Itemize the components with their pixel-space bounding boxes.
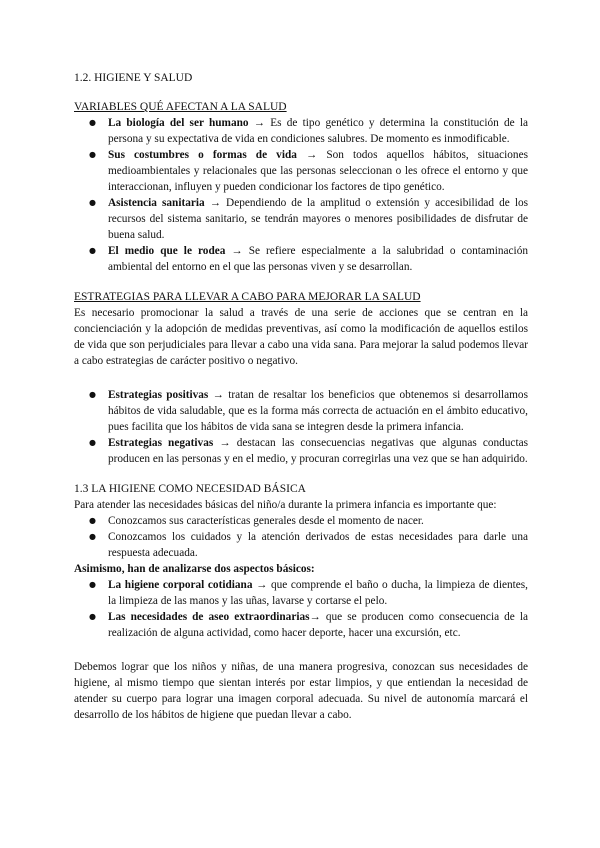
list-item-term: Asistencia sanitaria <box>108 197 205 209</box>
aspects-intro: Asimismo, han de analizarse dos aspectos básicos: <box>74 563 315 575</box>
list-item <box>74 195 528 243</box>
aspects-list <box>74 577 528 641</box>
list-item-text: → que comprende el baño o ducha, la limpieza de dientes, la limpieza de las manos y las uñas, lavarse y cortarse el pelo. <box>108 579 528 607</box>
list-item-term: Estrategias negativas <box>108 437 214 449</box>
list-item <box>74 147 528 195</box>
list-item <box>74 243 528 275</box>
variables-list <box>74 115 528 275</box>
list-item: ● Conozcamos sus características generales desde el momento de nacer. <box>74 513 528 529</box>
list-item <box>74 609 528 641</box>
list-item-term: El medio que le rodea <box>108 245 226 257</box>
list-item-term: Las necesidades de aseo extraordinarias <box>108 611 310 623</box>
list-item-text: → Dependiendo de la amplitud o extensión y accesibilidad de los recursos del sistema sanitario, se tendrán mayores o menores posibilidades de disfrutar de buena salud. <box>108 197 528 241</box>
list-item <box>74 115 528 147</box>
strategies-intro: Es necesario promocionar la salud a través de una serie de acciones que se centran en la concienciación y la adopción de medidas preventivas, así como la modificación de aquellos estilos de vida que son perjudiciales para llevar a cabo una vida sana. Para mejorar la salud podemos llevar a cabo estrategias de carácter positivo o negativo. <box>74 307 528 367</box>
list-item-term: La higiene corporal cotidiana <box>108 579 253 591</box>
variables-heading: VARIABLES QUÉ AFECTAN A LA SALUD <box>74 101 287 113</box>
list-item-text: → Se refiere especialmente a la salubridad o contaminación ambiental del entorno en el que las personas viven y se desarrollan. <box>108 245 528 273</box>
closing-paragraph: Debemos lograr que los niños y niñas, de una manera progresiva, conozcan sus necesidades de higiene, al mismo tiempo que sientan interés por estar limpios, y que entiendan la necesidad de atender su cuerpo para lograr una imagen corporal adecuada. Su nivel de autonomía marcará el desarrollo de los hábitos de higiene que puedan llevar a cabo. <box>74 661 528 721</box>
list-item-text: → que se producen como consecuencia de la realización de alguna actividad, como hacer deporte, hacer una excursión, etc. <box>108 611 528 639</box>
list-item: ● Conozcamos los cuidados y la atención derivados de estas necesidades para darle una respuesta adecuada. <box>74 529 528 561</box>
strategies-list <box>74 387 528 467</box>
list-item-term: La biología del ser humano <box>108 117 249 129</box>
needs-list <box>74 513 528 561</box>
document-body <box>74 70 528 723</box>
section-title-basic-need: 1.3 LA HIGIENE COMO NECESIDAD BÁSICA <box>74 483 306 495</box>
list-item-term: Estrategias positivas <box>108 389 209 401</box>
needs-intro: Para atender las necesidades básicas del niño/a durante la primera infancia es importante que: <box>74 499 497 511</box>
section-title-hygiene-health: 1.2. HIGIENE Y SALUD <box>74 72 193 84</box>
list-item <box>74 387 528 435</box>
list-item-term: Sus costumbres o formas de vida <box>108 149 297 161</box>
strategies-heading: ESTRATEGIAS PARA LLEVAR A CABO PARA MEJORAR LA SALUD <box>74 291 421 303</box>
list-item-text: → Es de tipo genético y determina la constitución de la persona y su expectativa de vida en condiciones salubres. De momento es inmodificable. <box>108 117 528 145</box>
list-item <box>74 435 528 467</box>
list-item <box>74 577 528 609</box>
list-item-text: → Son todos aquellos hábitos, situaciones medioambientales y relacionales que las personas seleccionan o les ofrece el entorno y que interaccionan, influyen y pueden condicionar los factores de tipo genético. <box>108 149 528 193</box>
list-item-text: → tratan de resaltar los beneficios que obtenemos si desarrollamos hábitos de vida saludable, que es la forma más correcta de actuación en el ámbito educativo, pues facilita que los hábitos de vida sana se integren desde la primera infancia. <box>108 389 528 433</box>
list-item-text: → destacan las consecuencias negativas que algunas conductas producen en las personas y en el medio, y procuran corregirlas una vez que se han adquirido. <box>108 437 528 465</box>
